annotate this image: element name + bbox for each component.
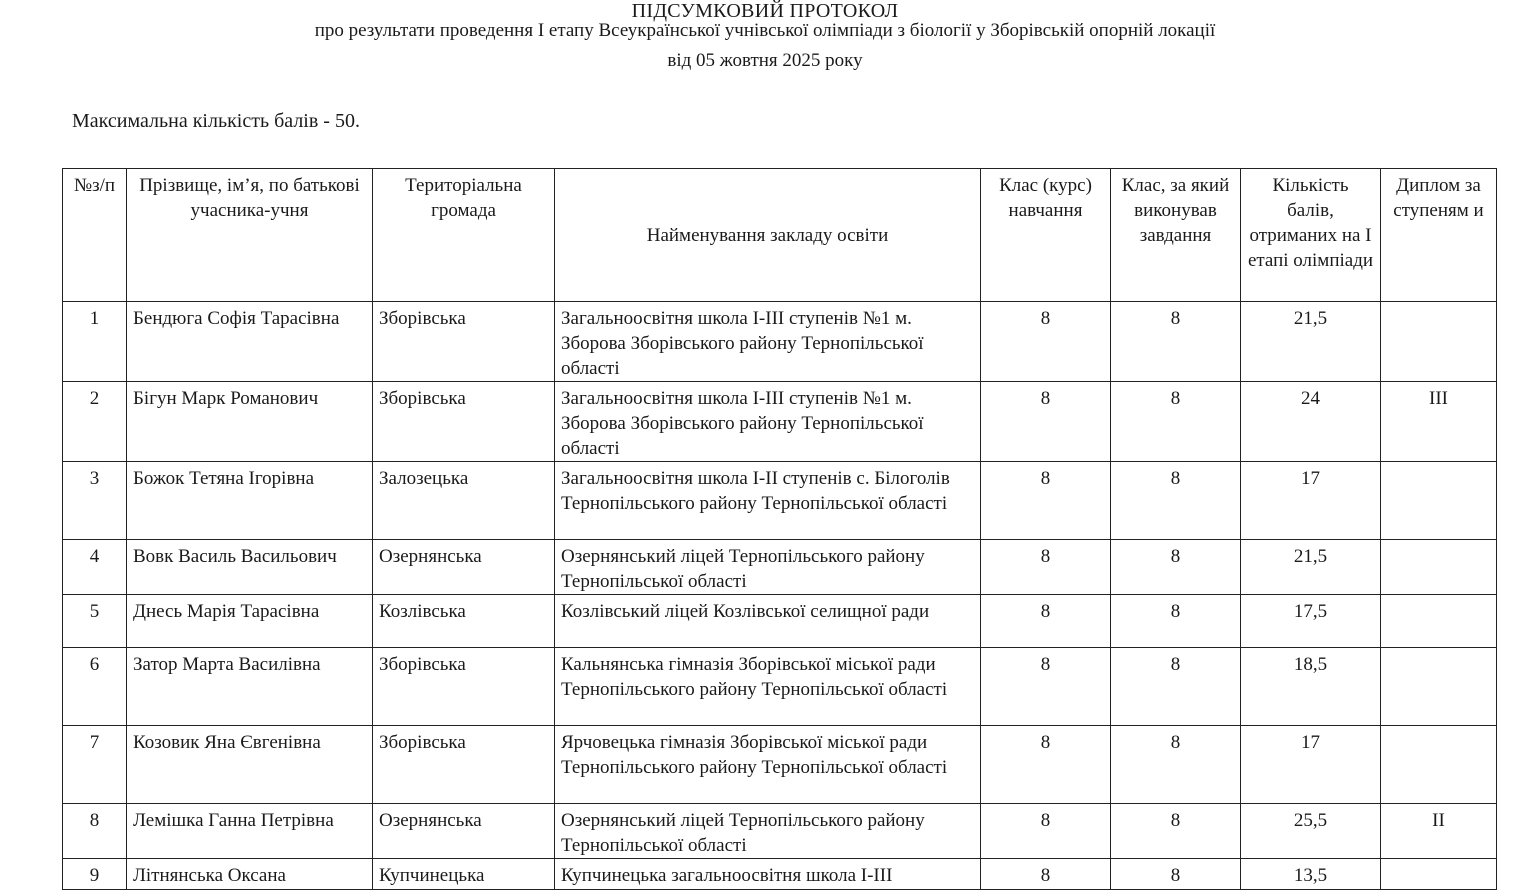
row-num-cell: 2 — [63, 382, 127, 462]
diploma-cell: ІІ — [1381, 804, 1497, 859]
header-name: Прізвище, ім’я, по батькові учасника-учня — [127, 169, 373, 302]
max-score-note: Максимальна кількість балів - 50. — [72, 110, 360, 132]
header-diploma: Диплом за ступеням и — [1381, 169, 1497, 302]
school-name-cell: Ярчовецька гімназія Зборівської міської ради Тернопільського району Тернопільської області — [555, 726, 981, 804]
document-subtitle: про результати проведення І етапу Всеукраїнської учнівської олімпіади з біології у Зборівській опорній локації — [314, 20, 1216, 41]
grade-cell: 8 — [981, 540, 1111, 595]
table-row — [63, 648, 1497, 726]
grade-cell: 8 — [981, 804, 1111, 859]
score-cell: 24 — [1241, 382, 1381, 462]
table-row — [63, 726, 1497, 804]
task-grade-cell: 8 — [1111, 540, 1241, 595]
task-grade-cell: 8 — [1111, 595, 1241, 648]
diploma-cell — [1381, 859, 1497, 890]
grade-cell: 8 — [981, 859, 1111, 890]
school-name-cell: Купчинецька загальноосвітня школа І-ІІІ — [555, 859, 981, 890]
table-row — [63, 462, 1497, 540]
grade-cell: 8 — [981, 726, 1111, 804]
task-grade-cell: 8 — [1111, 804, 1241, 859]
row-num-cell: 9 — [63, 859, 127, 890]
grade-cell: 8 — [981, 382, 1111, 462]
participant-name-cell: Вовк Василь Васильович — [127, 540, 373, 595]
school-name-cell: Озернянський ліцей Тернопільського району Тернопільської області — [555, 540, 981, 595]
row-num-cell: 5 — [63, 595, 127, 648]
task-grade-cell: 8 — [1111, 462, 1241, 540]
row-num-cell: 1 — [63, 302, 127, 382]
row-num-cell: 7 — [63, 726, 127, 804]
participant-name-cell: Затор Марта Василівна — [127, 648, 373, 726]
school-name-cell: Загальноосвітня школа І-ІІІ ступенів №1 м. Зборова Зборівського району Тернопільської області — [555, 302, 981, 382]
community-cell: Зборівська — [373, 648, 555, 726]
participant-name-cell: Бендюга Софія Тарасівна — [127, 302, 373, 382]
header-task-grade: Клас, за який виконував завдання — [1111, 169, 1241, 302]
diploma-cell — [1381, 595, 1497, 648]
document-date: від 05 жовтня 2025 року — [667, 50, 863, 71]
table-row — [63, 804, 1497, 859]
table-row — [63, 595, 1497, 648]
community-cell: Зборівська — [373, 726, 555, 804]
grade-cell: 8 — [981, 595, 1111, 648]
diploma-cell — [1381, 726, 1497, 804]
table-row — [63, 302, 1497, 382]
task-grade-cell: 8 — [1111, 648, 1241, 726]
diploma-cell — [1381, 462, 1497, 540]
community-cell: Зборівська — [373, 382, 555, 462]
school-name-cell: Загальноосвітня школа І-ІІІ ступенів №1 м. Зборова Зборівського району Тернопільської області — [555, 382, 981, 462]
grade-cell: 8 — [981, 462, 1111, 540]
participant-name-cell: Козовик Яна Євгенівна — [127, 726, 373, 804]
participant-name-cell: Днесь Марія Тарасівна — [127, 595, 373, 648]
community-cell: Купчинецька — [373, 859, 555, 890]
participant-name-cell: Літнянська Оксана — [127, 859, 373, 890]
community-cell: Озернянська — [373, 540, 555, 595]
score-cell: 25,5 — [1241, 804, 1381, 859]
score-cell: 17 — [1241, 462, 1381, 540]
participant-name-cell: Бігун Марк Романович — [127, 382, 373, 462]
score-cell: 17 — [1241, 726, 1381, 804]
diploma-cell — [1381, 302, 1497, 382]
row-num-cell: 6 — [63, 648, 127, 726]
task-grade-cell: 8 — [1111, 859, 1241, 890]
grade-cell: 8 — [981, 302, 1111, 382]
community-cell: Зборівська — [373, 302, 555, 382]
results-table — [62, 168, 1497, 890]
diploma-cell: ІІІ — [1381, 382, 1497, 462]
header-grade: Клас (курс) навчання — [981, 169, 1111, 302]
task-grade-cell: 8 — [1111, 726, 1241, 804]
community-cell: Озернянська — [373, 804, 555, 859]
school-name-cell: Кальнянська гімназія Зборівської міської ради Тернопільського району Тернопільської області — [555, 648, 981, 726]
participant-name-cell: Божок Тетяна Ігорівна — [127, 462, 373, 540]
row-num-cell: 8 — [63, 804, 127, 859]
row-num-cell: 3 — [63, 462, 127, 540]
score-cell: 17,5 — [1241, 595, 1381, 648]
header-school: Найменування закладу освіти — [555, 169, 981, 302]
score-cell: 13,5 — [1241, 859, 1381, 890]
community-cell: Козлівська — [373, 595, 555, 648]
score-cell: 21,5 — [1241, 540, 1381, 595]
participant-name-cell: Лемішка Ганна Петрівна — [127, 804, 373, 859]
header-score: Кількість балів, отриманих на І етапі олімпіади — [1241, 169, 1381, 302]
community-cell: Залозецька — [373, 462, 555, 540]
diploma-cell — [1381, 540, 1497, 595]
school-name-cell: Озернянський ліцей Тернопільського району Тернопільської області — [555, 804, 981, 859]
table-row — [63, 859, 1497, 890]
task-grade-cell: 8 — [1111, 302, 1241, 382]
row-num-cell: 4 — [63, 540, 127, 595]
school-name-cell: Загальноосвітня школа І-ІІ ступенів с. Білоголів Тернопільського району Тернопільської області — [555, 462, 981, 540]
task-grade-cell: 8 — [1111, 382, 1241, 462]
table-row — [63, 540, 1497, 595]
table-row — [63, 382, 1497, 462]
header-community: Територіальна громада — [373, 169, 555, 302]
grade-cell: 8 — [981, 648, 1111, 726]
document-title: ПІДСУМКОВИЙ ПРОТОКОЛ — [631, 0, 899, 22]
header-num: №з/п — [63, 169, 127, 302]
score-cell: 21,5 — [1241, 302, 1381, 382]
diploma-cell — [1381, 648, 1497, 726]
score-cell: 18,5 — [1241, 648, 1381, 726]
table-header-row — [63, 169, 1497, 302]
school-name-cell: Козлівський ліцей Козлівської селищної ради — [555, 595, 981, 648]
